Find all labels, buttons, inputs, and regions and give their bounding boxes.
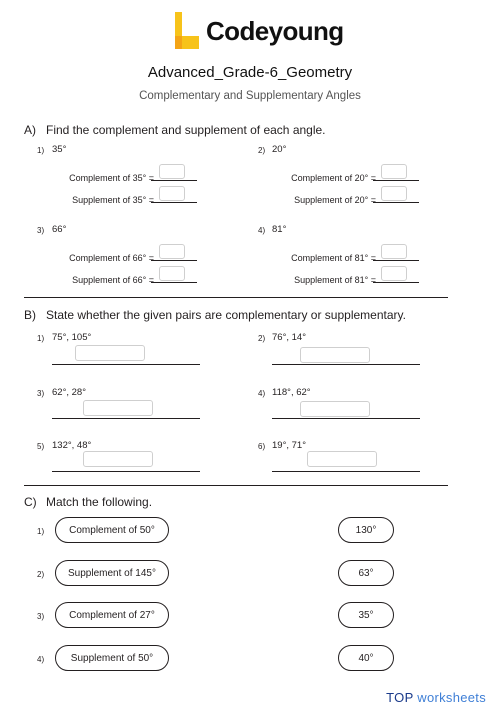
section-c-heading (24, 495, 152, 509)
question-number: 2) (258, 334, 266, 343)
question-number: 3) (37, 612, 45, 621)
section-divider (24, 485, 448, 486)
question-number: 1) (37, 334, 45, 343)
match-left-item[interactable]: Complement of 27° (55, 602, 169, 628)
match-left-item[interactable]: Supplement of 50° (55, 645, 169, 671)
question-angle: 81° (272, 224, 287, 235)
angle-pair: 75°, 105° (52, 332, 92, 343)
answer-line (52, 364, 200, 365)
complement-label: Complement of 81° = (291, 253, 376, 263)
section-a-instruction: Find the complement and supplement of each angle. (46, 123, 326, 137)
match-left-item[interactable]: Supplement of 145° (55, 560, 169, 586)
answer-box[interactable] (83, 451, 153, 467)
answer-line (52, 418, 200, 419)
footer-brand-part1: TOP (386, 690, 414, 705)
supplement-label: Supplement of 66° = (72, 275, 154, 285)
question-angle: 35° (52, 144, 67, 155)
answer-box[interactable] (300, 401, 370, 417)
supplement-row (270, 193, 422, 209)
answer-line (272, 418, 420, 419)
question-angle: 66° (52, 224, 67, 235)
section-c-letter: C) (24, 495, 37, 509)
question-number: 1) (37, 146, 45, 155)
complement-row (270, 251, 422, 267)
complement-answer-box[interactable] (381, 164, 407, 179)
question-number: 4) (37, 655, 45, 664)
supplement-row (48, 193, 200, 209)
question-angle: 20° (272, 144, 287, 155)
complement-answer-box[interactable] (159, 244, 185, 259)
codeyoung-logo-icon (172, 12, 202, 50)
complement-row (270, 171, 422, 187)
question-number: 2) (37, 570, 45, 579)
answer-line (373, 282, 419, 283)
match-right-item[interactable]: 63° (338, 560, 394, 586)
section-b-instruction: State whether the given pairs are complementary or supplementary. (46, 308, 406, 322)
brand-name: Codeyoung (206, 16, 344, 46)
complement-label: Complement of 35° = (69, 173, 154, 183)
supplement-answer-box[interactable] (381, 266, 407, 281)
supplement-row (270, 273, 422, 289)
answer-box[interactable] (83, 400, 153, 416)
match-right-item[interactable]: 35° (338, 602, 394, 628)
angle-pair: 19°, 71° (272, 440, 307, 451)
answer-line (373, 260, 419, 261)
question-number: 4) (258, 389, 266, 398)
section-a-letter: A) (24, 123, 36, 137)
complement-answer-box[interactable] (159, 164, 185, 179)
supplement-row (48, 273, 200, 289)
answer-box[interactable] (307, 451, 377, 467)
answer-line (272, 364, 420, 365)
answer-line (151, 202, 197, 203)
answer-line (151, 260, 197, 261)
supplement-answer-box[interactable] (159, 186, 185, 201)
section-b-letter: B) (24, 308, 36, 322)
match-right-item[interactable]: 130° (338, 517, 394, 543)
page-title: Advanced_Grade-6_Geometry (147, 64, 353, 81)
section-divider (24, 297, 448, 298)
supplement-label: Supplement of 81° = (294, 275, 376, 285)
angle-pair: 62°, 28° (52, 387, 87, 398)
supplement-answer-box[interactable] (159, 266, 185, 281)
answer-line (373, 202, 419, 203)
question-number: 1) (37, 527, 45, 536)
complement-row (48, 251, 200, 267)
question-number: 3) (37, 226, 45, 235)
complement-label: Complement of 20° = (291, 173, 376, 183)
match-left-item[interactable]: Complement of 50° (55, 517, 169, 543)
angle-pair: 118°, 62° (272, 387, 311, 398)
answer-box[interactable] (75, 345, 145, 361)
supplement-label: Supplement of 35° = (72, 195, 154, 205)
section-c-instruction: Match the following. (46, 495, 153, 509)
footer-brand (386, 690, 486, 705)
question-number: 6) (258, 442, 266, 451)
answer-line (52, 471, 200, 472)
question-number: 2) (258, 146, 266, 155)
answer-line (151, 282, 197, 283)
answer-line (151, 180, 197, 181)
footer-brand-part2: worksheets (417, 690, 486, 705)
answer-box[interactable] (300, 347, 370, 363)
answer-line (373, 180, 419, 181)
question-number: 3) (37, 389, 45, 398)
section-b-heading (24, 308, 406, 322)
supplement-label: Supplement of 20° = (294, 195, 376, 205)
supplement-answer-box[interactable] (381, 186, 407, 201)
question-number: 4) (258, 226, 266, 235)
match-right-item[interactable]: 40° (338, 645, 394, 671)
angle-pair: 132°, 48° (52, 440, 92, 451)
complement-row (48, 171, 200, 187)
section-a-heading (24, 123, 326, 137)
page-subtitle: Complementary and Supplementary Angles (139, 90, 361, 102)
complement-label: Complement of 66° = (69, 253, 154, 263)
angle-pair: 76°, 14° (272, 332, 307, 343)
question-number: 5) (37, 442, 45, 451)
complement-answer-box[interactable] (381, 244, 407, 259)
answer-line (272, 471, 420, 472)
